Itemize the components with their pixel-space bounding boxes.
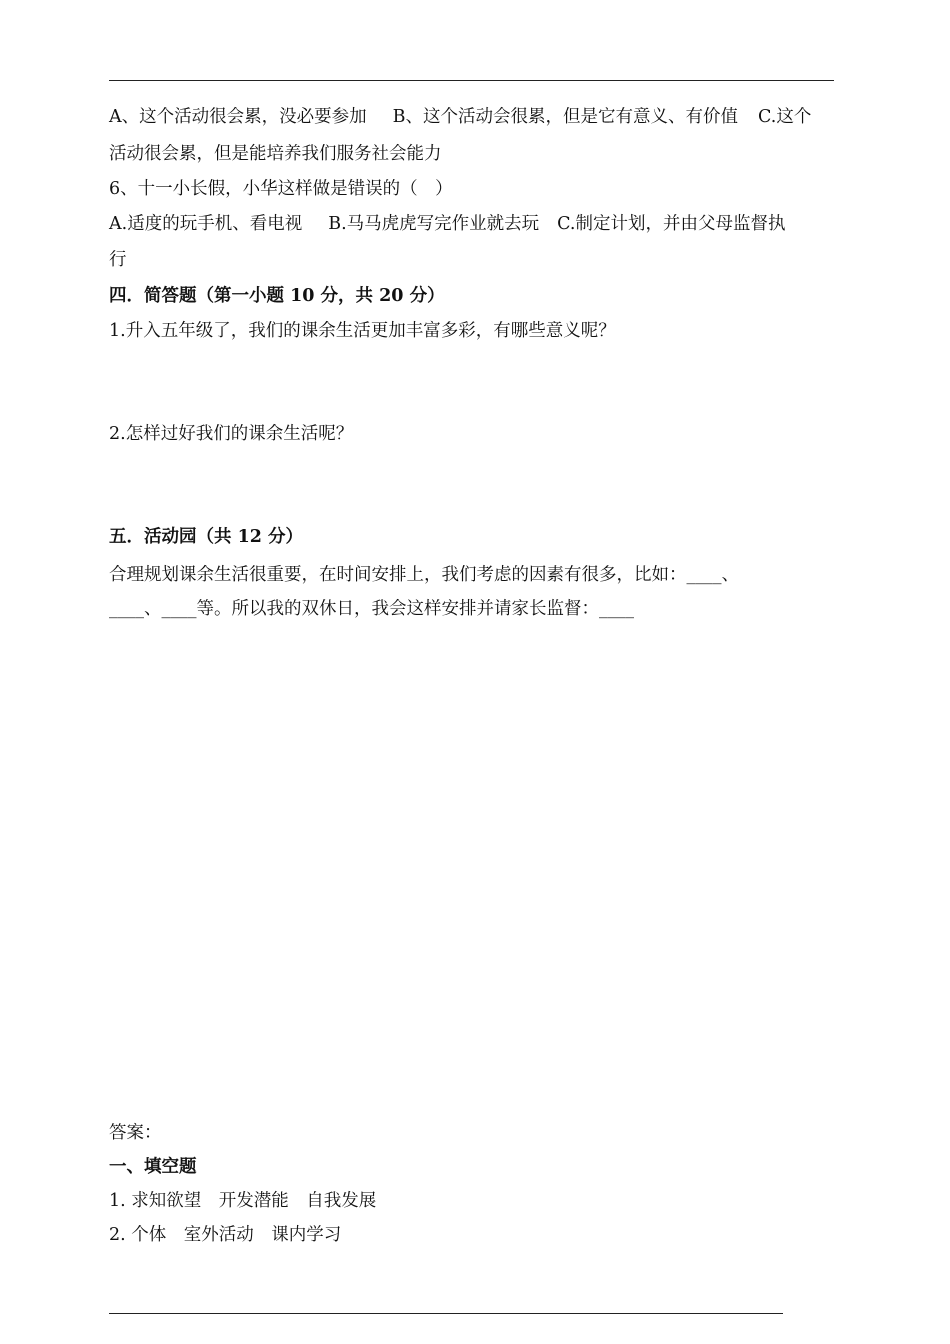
header-rule xyxy=(109,80,834,81)
q5-option-b: B、这个活动会很累，但是它有意义、有价值 xyxy=(392,107,738,127)
q5-option-a: A、这个活动很会累，没必要参加 xyxy=(109,107,367,127)
section-5-text-line-2: ____、____等。所以我的双休日，我会这样安排并请家长监督：____ xyxy=(109,599,634,619)
footer-rule xyxy=(109,1313,783,1314)
q5-options-line-1 xyxy=(109,106,811,128)
section-5-heading: 五．活动园（共 12 分） xyxy=(109,527,304,547)
q5-option-c: C.这个 xyxy=(758,107,812,127)
answer-2: 2. 个体 室外活动 课内学习 xyxy=(109,1225,342,1245)
answer-1: 1. 求知欲望 开发潜能 自我发展 xyxy=(109,1191,377,1211)
answers-label: 答案： xyxy=(109,1123,162,1143)
q6-option-c: C.制定计划，并由父母监督执 xyxy=(557,214,786,234)
q6-stem: 6、十一小长假，小华这样做是错误的（ ） xyxy=(109,179,453,199)
answers-section-1-heading: 一、填空题 xyxy=(109,1157,197,1177)
q5-options-line-2: 活动很会累，但是能培养我们服务社会能力 xyxy=(109,144,442,164)
q6-option-c-continued: 行 xyxy=(109,250,127,270)
section-4-question-2: 2.怎样过好我们的课余生活呢？ xyxy=(109,424,354,444)
section-5-text-line-1: 合理规划课余生活很重要，在时间安排上，我们考虑的因素有很多，比如：____、 xyxy=(109,565,739,585)
section-4-heading: 四．简答题（第一小题 10 分，共 20 分） xyxy=(109,286,445,306)
section-4-question-1: 1.升入五年级了，我们的课余生活更加丰富多彩，有哪些意义呢？ xyxy=(109,321,616,341)
q6-options-line xyxy=(109,213,785,235)
q6-option-b: B.马马虎虎写完作业就去玩 xyxy=(328,214,540,234)
q6-option-a: A.适度的玩手机、看电视 xyxy=(109,214,303,234)
